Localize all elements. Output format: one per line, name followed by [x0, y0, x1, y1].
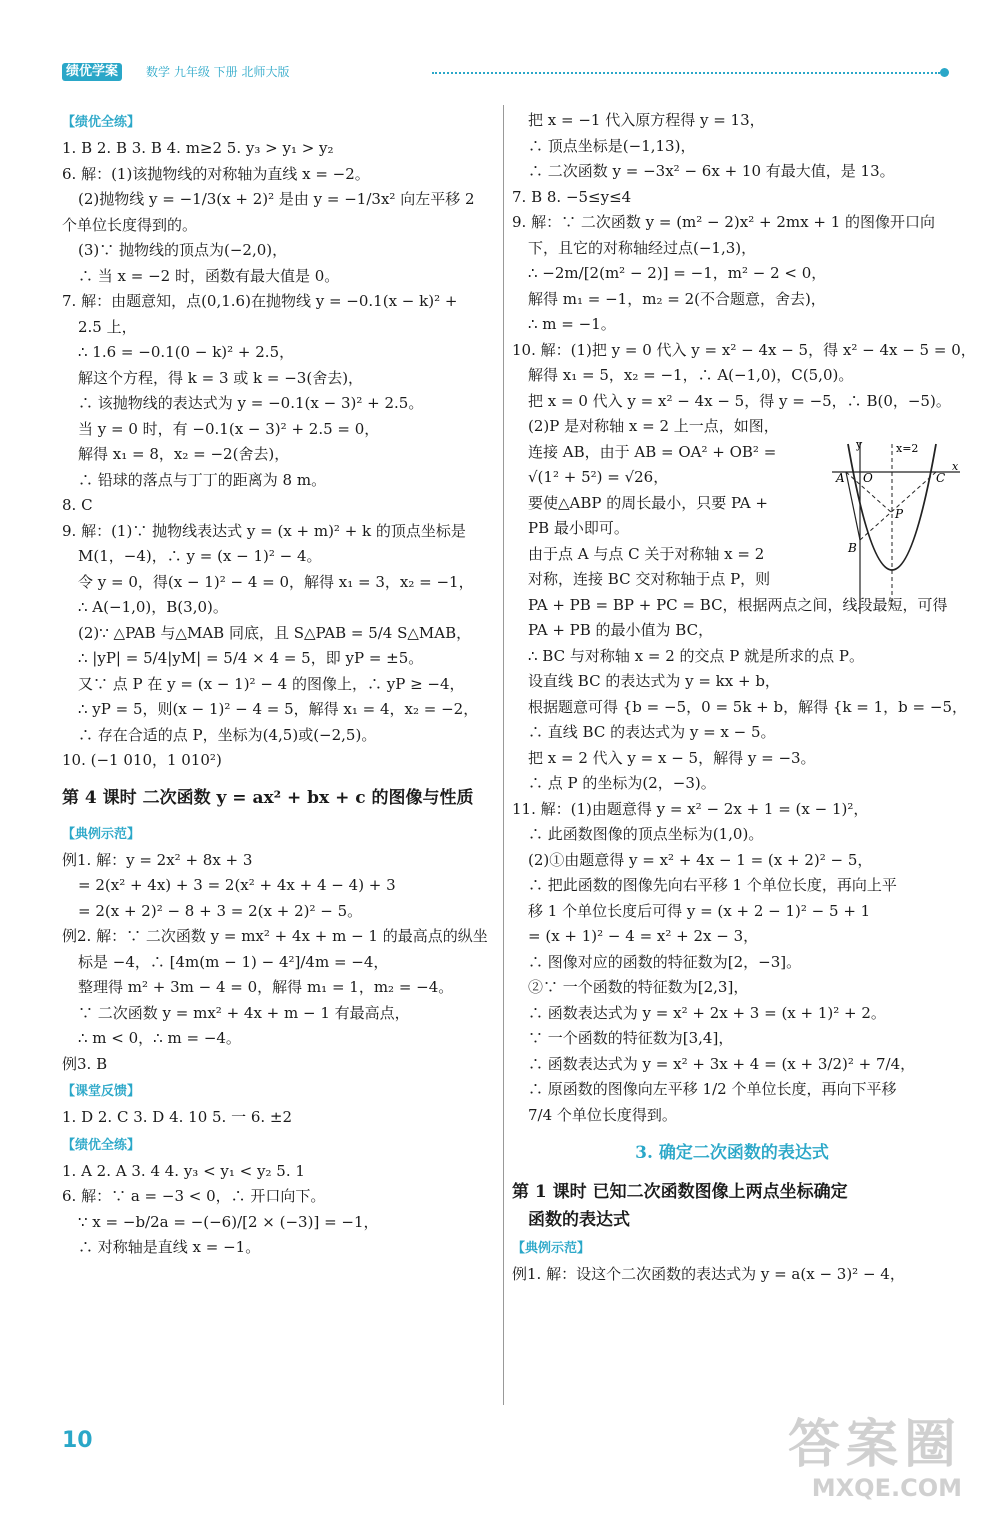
text-line: ∴ 当 x = −2 时，函数有最大值是 0。 [78, 266, 340, 285]
lesson-title: 函数的表达式 [528, 1210, 630, 1230]
column-divider [503, 105, 504, 1405]
text-line: 把 x = 0 代入 y = x² − 4x − 5，得 y = −5，∴ B(0，−5)。 [528, 391, 951, 410]
tag-row [62, 1077, 494, 1105]
graph-label-o: O [863, 471, 873, 485]
text-line: ∴ A(−1,0)，B(3,0)。 [78, 598, 228, 616]
text-line: ∴ 点 P 的坐标为(2，−3)。 [528, 774, 716, 792]
text-line: (2)①由题意得 y = x² + 4x − 1 = (x + 2)² − 5， [528, 850, 873, 869]
text-line: 个单位长度得到的。 [62, 215, 198, 234]
text-line: 把 x = 2 代入 y = x − 5，解得 y = −3。 [528, 748, 816, 767]
text-line: ∴ 顶点坐标是(−1,13)， [528, 136, 696, 155]
text-line: 7. 解：由题意知，点(0,1.6)在抛物线 y = −0.1(x − k)² + [62, 292, 458, 310]
text-line: 下，且它的对称轴经过点(−1,3)， [528, 238, 757, 257]
text-line: 整理得 m² + 3m − 4 = 0，解得 m₁ = 1，m₂ = −4。 [78, 978, 454, 996]
header-subtitle: 数学 九年级 下册 北师大版 [146, 65, 290, 79]
text-line: 1. B 2. B 3. B 4. m≥2 5. y₃ > y₁ > y₂ [62, 139, 334, 157]
text-line: 连接 AB，由于 AB = OA² + OB² = [528, 442, 777, 461]
parabola-graph [832, 436, 962, 614]
lesson-title: 第 4 课时 二次函数 y = ax² + bx + c 的图像与性质 [62, 787, 474, 808]
text-line: PB 最小即可。 [528, 519, 629, 537]
text-line: 移 1 个单位长度后可得 y = (x + 2 − 1)² − 5 + 1 [528, 901, 871, 920]
text-line: PA + PB 的最小值为 BC， [528, 621, 714, 639]
text-line: 标是 −4，∴ [4m(m − 1) − 4²]/4m = −4， [78, 952, 389, 971]
lesson-title: 第 1 课时 已知二次函数图像上两点坐标确定 [512, 1182, 848, 1202]
text-line: 例3. B [62, 1054, 108, 1073]
header-divider [432, 72, 940, 74]
section-tag: 【绩优全练】 [62, 1137, 141, 1153]
text-line: ∴ 铅球的落点与丁丁的距离为 8 m。 [78, 470, 327, 489]
text-line: 要使△ABP 的周长最小，只要 PA + [528, 493, 768, 512]
text-line: ②∵ 一个函数的特征数为[2,3]， [528, 978, 749, 996]
text-line: 11. 解：(1)由题意得 y = x² − 2x + 1 = (x − 1)²， [512, 799, 869, 818]
text-line: 由于点 A 与点 C 关于对称轴 x = 2 [528, 544, 765, 563]
text-line: ∴ 1.6 = −0.1(0 − k)² + 2.5， [78, 343, 295, 361]
graph-label-a: A [836, 471, 845, 485]
text-line: 例1. 解：y = 2x² + 8x + 3 [62, 850, 253, 869]
tag-row [512, 1234, 952, 1262]
text-line: = 2(x + 2)² − 8 + 3 = 2(x + 2)² − 5。 [78, 901, 363, 920]
text-line: 设直线 BC 的表达式为 y = kx + b， [528, 672, 780, 690]
text-line: ∴ yP = 5，则(x − 1)² − 4 = 5，解得 x₁ = 4，x₂ = −2， [78, 700, 479, 718]
text-line: ∴ 对称轴是直线 x = −1。 [78, 1238, 261, 1256]
text-line: PA + PB = BP + PC = BC，根据两点之间，线段最短，可得 [528, 595, 948, 614]
brand-badge: 绩优学案 [62, 63, 122, 81]
section-tag: 【课堂反馈】 [62, 1084, 141, 1099]
text-line: ∴ 此函数图像的顶点坐标为(1,0)。 [528, 825, 764, 843]
watermark-url: MXQE.COM [811, 1474, 962, 1502]
text-line: ∴ 函数表达式为 y = x² + 2x + 3 = (x + 1)² + 2。 [528, 1003, 886, 1022]
text-line: ∵ x = −b/2a = −(−6)/[2 × (−3)] = −1， [78, 1212, 379, 1231]
page-number: 10 [62, 1428, 93, 1453]
text-line: 9. 解：∵ 二次函数 y = (m² − 2)x² + 2mx + 1 的图像开口向 [512, 213, 936, 231]
text-line: = (x + 1)² − 4 = x² + 2x − 3， [528, 927, 759, 945]
text-line: 10. (−1 010，1 010²) [62, 751, 222, 769]
text-line: ∴ 直线 BC 的表达式为 y = x − 5。 [528, 723, 776, 741]
text-line: ∵ 一个函数的特征数为[3,4]， [528, 1029, 734, 1047]
text-line: 9. 解：(1)∵ 抛物线表达式 y = (x + m)² + k 的顶点坐标是 [62, 521, 466, 540]
text-line: ∴ 存在合适的点 P，坐标为(4,5)或(−2,5)。 [78, 725, 377, 744]
text-line: ∴ 图像对应的函数的特征数为[2，−3]。 [528, 952, 802, 971]
section-tag: 【典例示范】 [62, 826, 141, 842]
text-line: 又∵ 点 P 在 y = (x − 1)² − 4 的图像上，∴ yP ≥ −4， [78, 674, 465, 693]
text-line: ∴ m = −1。 [528, 315, 616, 333]
text-line: ∴ 原函数的图像向左平移 1/2 个单位长度，再向下平移 [528, 1080, 897, 1098]
text-line: 解这个方程，得 k = 3 或 k = −3(舍去)， [78, 368, 364, 387]
graph-label-y: y [856, 438, 863, 451]
text-line: 6. 解：(1)该抛物线的对称轴为直线 x = −2。 [62, 164, 370, 183]
text-line: ∴ 把此函数的图像先向右平移 1 个单位长度，再向上平 [528, 876, 897, 894]
text-line: 对称，连接 BC 交对称轴于点 P，则 [528, 570, 771, 588]
text-line: 令 y = 0，得(x − 1)² − 4 = 0，解得 x₁ = 3，x₂ = −1， [78, 572, 474, 591]
text-line: ∴ |yP| = 5/4|yM| = 5/4 × 4 = 5，即 yP = ±5。 [78, 649, 424, 667]
text-line: ∴ BC 与对称轴 x = 2 的交点 P 就是所求的点 P。 [528, 646, 864, 665]
section-tag: 【典例示范】 [512, 1241, 591, 1256]
graph-label-x: x [952, 460, 959, 473]
watermark-title: 答案圈 [787, 1415, 962, 1475]
graph-label-b: B [848, 541, 857, 555]
text-line: 10. 解：(1)把 y = 0 代入 y = x² − 4x − 5，得 x² − 4x − 5 = 0， [512, 340, 976, 359]
page-header [62, 58, 952, 86]
graph-label-axis: x=2 [896, 442, 919, 455]
text-line: ∴ −2m/[2(m² − 2)] = −1，m² − 2 < 0， [528, 264, 827, 282]
text-line: 解得 x₁ = 8，x₂ = −2(舍去)， [78, 445, 290, 463]
text-line: 1. A 2. A 3. 4 4. y₃ < y₁ < y₂ 5. 1 [62, 1161, 305, 1180]
right-column [512, 108, 976, 1288]
tag-row [62, 108, 494, 136]
text-line: 6. 解：∵ a = −3 < 0，∴ 开口向下。 [62, 1187, 326, 1205]
text-line: ∴ 该抛物线的表达式为 y = −0.1(x − 3)² + 2.5。 [78, 394, 424, 412]
text-line: (2)抛物线 y = −1/3(x + 2)² 是由 y = −1/3x² 向左平移 2 [78, 190, 475, 208]
text-line: ∴ m < 0，∴ m = −4。 [78, 1029, 241, 1047]
tag-row [62, 1131, 494, 1159]
text-line: 7/4 个单位长度得到。 [528, 1105, 677, 1124]
text-line: = 2(x² + 4x) + 3 = 2(x² + 4x + 4 − 4) + 3 [78, 876, 396, 894]
text-line: 8. C [62, 496, 93, 514]
text-line: √(1² + 5²) = √26， [528, 468, 669, 486]
text-line: 1. D 2. C 3. D 4. 10 5. 一 6. ±2 [62, 1108, 293, 1126]
text-line: 例1. 解：设这个二次函数的表达式为 y = a(x − 3)² − 4， [512, 1265, 905, 1283]
text-line: 7. B 8. −5≤y≤4 [512, 187, 632, 206]
text-line: 当 y = 0 时，有 −0.1(x − 3)² + 2.5 = 0， [78, 419, 380, 438]
text-line: M(1，−4)，∴ y = (x − 1)² − 4。 [78, 547, 322, 565]
text-line: 2.5 上， [78, 317, 137, 336]
left-column [62, 108, 494, 1261]
tag-row [62, 820, 494, 848]
text-line: (2)P 是对称轴 x = 2 上一点，如图， [528, 417, 779, 435]
graph-label-c: C [936, 471, 946, 485]
section-heading: 3. 确定二次函数的表达式 [635, 1143, 829, 1163]
text-line: (3)∵ 抛物线的顶点为(−2,0)， [78, 241, 288, 259]
text-line: 解得 m₁ = −1，m₂ = 2(不合题意，舍去)， [528, 289, 826, 308]
watermark [788, 1417, 962, 1503]
header-dot-icon [940, 68, 949, 77]
text-line: ∴ 函数表达式为 y = x² + 3x + 4 = (x + 3/2)² + 7/4， [528, 1054, 916, 1073]
text-line: 解得 x₁ = 5，x₂ = −1，∴ A(−1,0)，C(5,0)。 [528, 366, 854, 384]
text-line: ∴ 二次函数 y = −3x² − 6x + 10 有最大值，是 13。 [528, 162, 895, 180]
text-line: 把 x = −1 代入原方程得 y = 13， [528, 111, 765, 129]
text-line: 例2. 解：∵ 二次函数 y = mx² + 4x + m − 1 的最高点的纵坐 [62, 927, 488, 945]
section-tag: 【绩优全练】 [62, 115, 141, 130]
text-line: 根据题意可得 {b = −5，0 = 5k + b，解得 {k = 1，b = −5， [528, 697, 967, 716]
text-line: ∵ 二次函数 y = mx² + 4x + m − 1 有最高点， [78, 1003, 410, 1022]
text-line: (2)∵ △PAB 与△MAB 同底，且 S△PAB = 5/4 S△MAB， [78, 623, 472, 642]
graph-label-p: P [895, 507, 904, 521]
